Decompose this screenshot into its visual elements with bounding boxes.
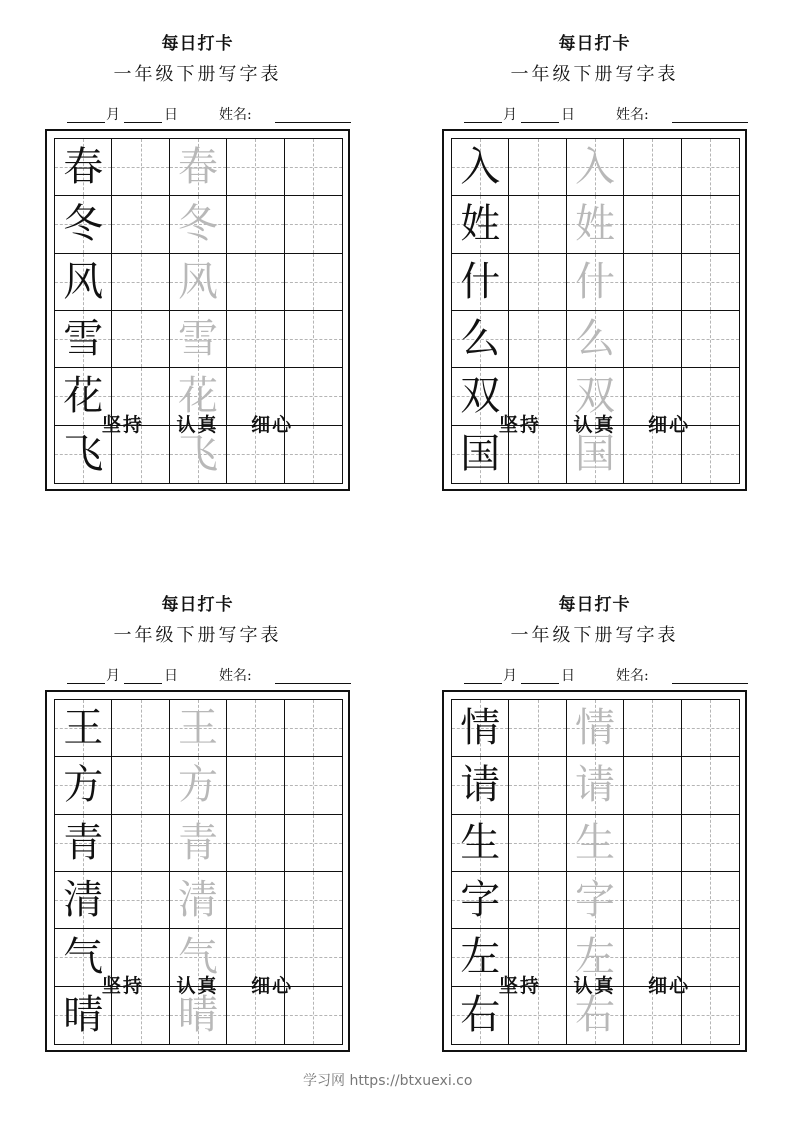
model-character: 王 — [63, 705, 104, 752]
trace-character: 么 — [574, 316, 615, 363]
practice-cell[interactable] — [682, 196, 739, 253]
model-character: 什 — [460, 258, 501, 305]
model-character: 飞 — [63, 431, 104, 478]
practice-cell[interactable] — [624, 311, 681, 368]
trace-cell — [567, 757, 624, 814]
practice-cell[interactable] — [112, 311, 169, 368]
practice-cell[interactable] — [227, 311, 284, 368]
name-blank[interactable] — [672, 122, 748, 123]
model-character: 情 — [460, 705, 501, 752]
day-blank[interactable] — [521, 122, 559, 123]
sheet-title: 每日打卡 — [558, 34, 631, 54]
trace-character: 王 — [177, 705, 218, 752]
model-character: 请 — [460, 762, 501, 809]
trace-character: 生 — [574, 819, 615, 866]
practice-cell[interactable] — [509, 815, 566, 872]
practice-cell[interactable] — [227, 196, 284, 253]
model-cell — [55, 311, 112, 368]
trace-character: 晴 — [177, 992, 218, 1039]
practice-cell[interactable] — [509, 700, 566, 757]
day-label: 日 — [164, 107, 178, 123]
practice-sheet-4 — [442, 594, 747, 1094]
day-blank[interactable] — [124, 683, 162, 684]
practice-cell[interactable] — [509, 757, 566, 814]
motto-persist: 坚持 — [498, 975, 541, 997]
motto-careful: 细心 — [251, 975, 294, 997]
practice-cell[interactable] — [112, 872, 169, 929]
model-cell — [452, 254, 509, 311]
practice-cell[interactable] — [112, 196, 169, 253]
practice-cell[interactable] — [285, 872, 342, 929]
trace-character: 方 — [177, 762, 218, 809]
model-character: 国 — [460, 431, 501, 478]
practice-cell[interactable] — [509, 872, 566, 929]
practice-cell[interactable] — [624, 815, 681, 872]
model-cell — [452, 196, 509, 253]
model-character: 方 — [63, 762, 104, 809]
model-character: 冬 — [63, 201, 104, 248]
model-character: 生 — [460, 819, 501, 866]
sheet-subtitle: 一年级下册写字表 — [510, 625, 679, 646]
trace-character: 青 — [177, 819, 218, 866]
model-cell — [452, 757, 509, 814]
practice-cell[interactable] — [682, 757, 739, 814]
month-blank[interactable] — [67, 122, 105, 123]
sheet-subtitle: 一年级下册写字表 — [113, 625, 282, 646]
trace-cell — [567, 700, 624, 757]
trace-character: 冬 — [177, 201, 218, 248]
trace-cell — [567, 196, 624, 253]
model-cell — [55, 757, 112, 814]
practice-cell[interactable] — [285, 139, 342, 196]
name-label: 姓名: — [219, 107, 252, 123]
model-character: 气 — [63, 934, 104, 981]
model-cell — [452, 815, 509, 872]
trace-character: 气 — [177, 934, 218, 981]
practice-cell[interactable] — [227, 872, 284, 929]
practice-cell[interactable] — [509, 254, 566, 311]
motto-persist: 坚持 — [101, 414, 144, 436]
day-blank[interactable] — [124, 122, 162, 123]
practice-cell[interactable] — [285, 815, 342, 872]
model-cell — [55, 196, 112, 253]
month-blank[interactable] — [67, 683, 105, 684]
model-cell — [55, 815, 112, 872]
practice-cell[interactable] — [112, 815, 169, 872]
practice-sheet-2 — [442, 33, 747, 533]
model-character: 字 — [460, 877, 501, 924]
practice-cell[interactable] — [285, 196, 342, 253]
practice-cell[interactable] — [285, 254, 342, 311]
practice-cell[interactable] — [227, 757, 284, 814]
practice-cell[interactable] — [509, 311, 566, 368]
trace-cell — [170, 139, 227, 196]
model-character: 入 — [460, 144, 501, 191]
model-cell — [452, 139, 509, 196]
model-character: 春 — [63, 144, 104, 191]
practice-cell[interactable] — [112, 700, 169, 757]
model-cell — [55, 872, 112, 929]
sheet-subtitle: 一年级下册写字表 — [113, 64, 282, 85]
practice-cell[interactable] — [227, 254, 284, 311]
month-label: 月 — [503, 668, 517, 684]
practice-cell[interactable] — [624, 196, 681, 253]
month-blank[interactable] — [464, 122, 502, 123]
model-cell — [55, 139, 112, 196]
practice-cell[interactable] — [227, 139, 284, 196]
trace-character: 字 — [574, 877, 615, 924]
sheet-title: 每日打卡 — [161, 595, 234, 615]
practice-sheet-1 — [45, 33, 350, 533]
model-cell — [452, 311, 509, 368]
model-character: 晴 — [63, 992, 104, 1039]
model-cell — [55, 254, 112, 311]
month-label: 月 — [106, 668, 120, 684]
trace-character: 风 — [177, 258, 218, 305]
practice-cell[interactable] — [112, 757, 169, 814]
trace-cell — [170, 700, 227, 757]
date-name-line — [45, 666, 350, 686]
trace-character: 右 — [574, 992, 615, 1039]
name-label: 姓名: — [616, 107, 649, 123]
practice-cell[interactable] — [285, 311, 342, 368]
motto-persist: 坚持 — [101, 975, 144, 997]
practice-cell[interactable] — [112, 139, 169, 196]
practice-cell[interactable] — [112, 254, 169, 311]
practice-cell[interactable] — [624, 872, 681, 929]
trace-character: 情 — [574, 705, 615, 752]
motto-careful: 细心 — [251, 414, 294, 436]
practice-sheet-3 — [45, 594, 350, 1094]
name-label: 姓名: — [219, 668, 252, 684]
model-character: 风 — [63, 258, 104, 305]
model-cell — [55, 700, 112, 757]
day-label: 日 — [561, 668, 575, 684]
trace-character: 国 — [574, 431, 615, 478]
trace-cell — [567, 815, 624, 872]
practice-cell[interactable] — [227, 815, 284, 872]
day-label: 日 — [561, 107, 575, 123]
practice-cell[interactable] — [285, 757, 342, 814]
practice-cell[interactable] — [624, 139, 681, 196]
trace-cell — [567, 139, 624, 196]
trace-character: 姓 — [574, 201, 615, 248]
month-label: 月 — [106, 107, 120, 123]
model-character: 花 — [63, 373, 104, 420]
trace-cell — [170, 757, 227, 814]
model-character: 清 — [63, 877, 104, 924]
trace-character: 左 — [574, 934, 615, 981]
trace-character: 双 — [574, 373, 615, 420]
trace-character: 入 — [574, 144, 615, 191]
watermark: 学习网 https://btxuexi.co — [303, 1073, 473, 1089]
model-character: 右 — [460, 992, 501, 1039]
trace-cell — [567, 254, 624, 311]
trace-cell — [170, 872, 227, 929]
trace-character: 什 — [574, 258, 615, 305]
name-blank[interactable] — [275, 683, 351, 684]
motto-careful: 细心 — [648, 975, 691, 997]
trace-cell — [567, 872, 624, 929]
practice-cell[interactable] — [682, 700, 739, 757]
trace-cell — [567, 311, 624, 368]
sheet-title: 每日打卡 — [558, 595, 631, 615]
model-character: 左 — [460, 934, 501, 981]
trace-character: 清 — [177, 877, 218, 924]
sheet-title: 每日打卡 — [161, 34, 234, 54]
model-character: 么 — [460, 316, 501, 363]
model-character: 姓 — [460, 201, 501, 248]
trace-cell — [170, 196, 227, 253]
date-name-line — [442, 105, 747, 125]
practice-cell[interactable] — [682, 872, 739, 929]
model-character: 雪 — [63, 316, 104, 363]
practice-cell[interactable] — [509, 139, 566, 196]
practice-cell[interactable] — [509, 196, 566, 253]
motto-serious: 认真 — [176, 975, 219, 997]
day-label: 日 — [164, 668, 178, 684]
trace-character: 春 — [177, 144, 218, 191]
motto-careful: 细心 — [648, 414, 691, 436]
practice-cell[interactable] — [285, 700, 342, 757]
practice-cell[interactable] — [227, 700, 284, 757]
trace-cell — [170, 815, 227, 872]
trace-character: 花 — [177, 373, 218, 420]
name-blank[interactable] — [672, 683, 748, 684]
model-cell — [452, 872, 509, 929]
trace-character: 请 — [574, 762, 615, 809]
date-name-line — [442, 666, 747, 686]
model-character: 双 — [460, 373, 501, 420]
trace-cell — [170, 254, 227, 311]
practice-cell[interactable] — [682, 815, 739, 872]
sheet-subtitle: 一年级下册写字表 — [510, 64, 679, 85]
name-blank[interactable] — [275, 122, 351, 123]
practice-cell[interactable] — [624, 700, 681, 757]
practice-cell[interactable] — [682, 139, 739, 196]
name-label: 姓名: — [616, 668, 649, 684]
practice-cell[interactable] — [624, 757, 681, 814]
practice-cell[interactable] — [682, 311, 739, 368]
month-blank[interactable] — [464, 683, 502, 684]
month-label: 月 — [503, 107, 517, 123]
practice-cell[interactable] — [624, 254, 681, 311]
motto-serious: 认真 — [573, 975, 616, 997]
practice-cell[interactable] — [682, 254, 739, 311]
model-cell — [452, 700, 509, 757]
trace-character: 雪 — [177, 316, 218, 363]
date-name-line — [45, 105, 350, 125]
day-blank[interactable] — [521, 683, 559, 684]
motto-persist: 坚持 — [498, 414, 541, 436]
model-character: 青 — [63, 819, 104, 866]
trace-cell — [170, 311, 227, 368]
trace-character: 飞 — [177, 431, 218, 478]
motto-serious: 认真 — [176, 414, 219, 436]
motto-serious: 认真 — [573, 414, 616, 436]
